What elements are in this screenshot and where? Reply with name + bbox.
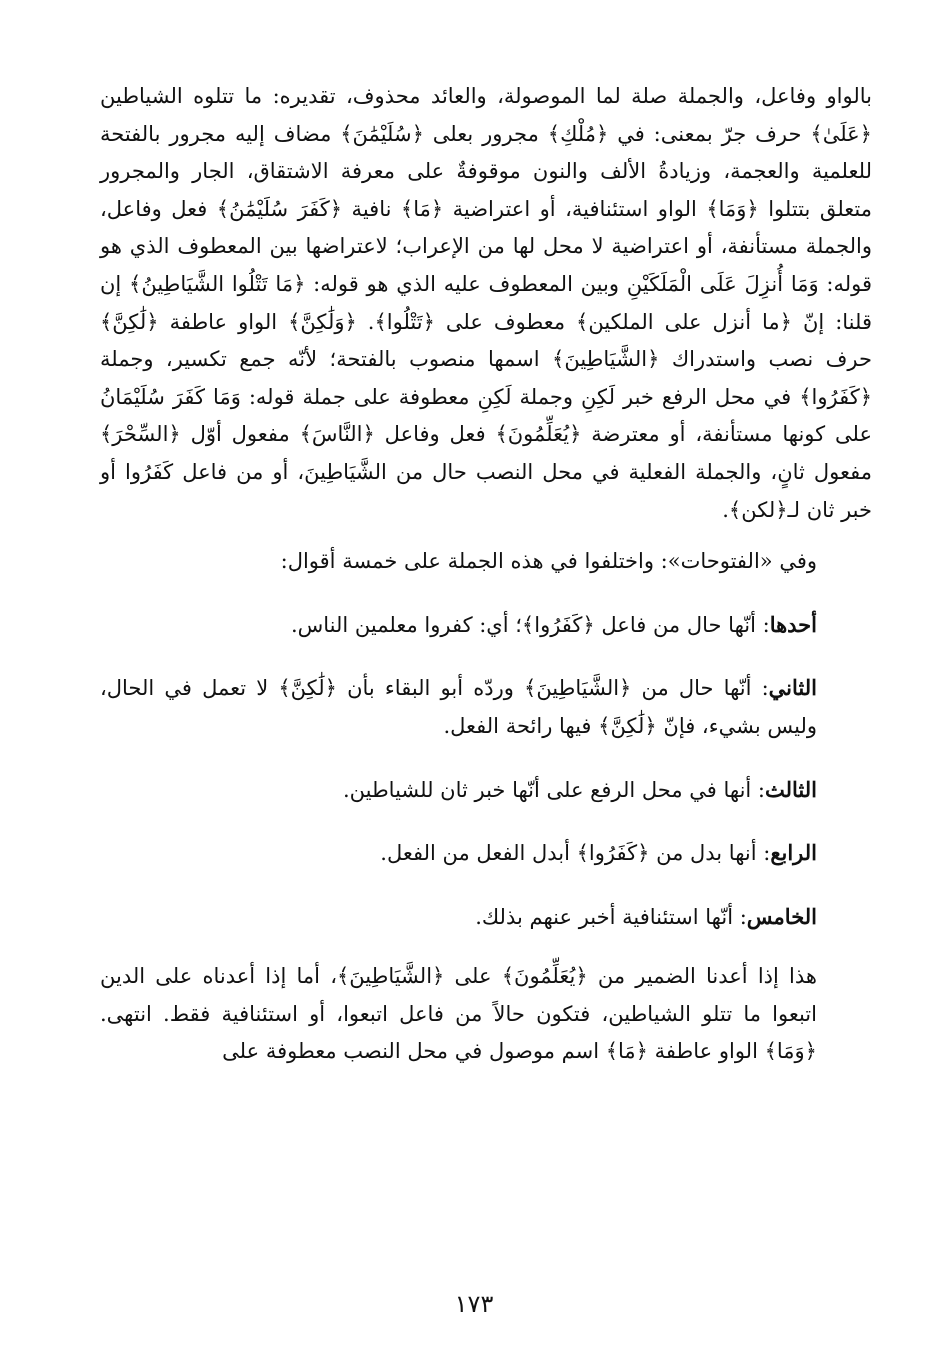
opinion-heading: أحدها xyxy=(769,611,817,637)
opinion-first xyxy=(100,606,872,645)
paragraph-futuhat-intro: وفي «الفتوحات»: واختلفوا في هذه الجملة على خمسة أقوال: xyxy=(280,549,817,574)
opinion-heading: الرابع xyxy=(770,840,817,866)
paragraph-conclusion: هذا إذا أعدنا الضمير من ﴿يُعَلِّمُونَ﴾ على ﴿الشَّيَاطِينَ﴾، أما إذا أعدناه على الدين اتبعوا ما تتلو الشياطين، فتكون حالاً من فاعل اتبعوا، أو استئنافية فقط. انتهى. ﴿وَمَا﴾ الواو عاطفة ﴿مَا﴾ اسم موصول في محل النصب معطوفة على xyxy=(100,964,817,1064)
opinion-text: : أنها في محل الرفع على أنّها خبر ثان للشياطين. xyxy=(342,777,765,802)
page-body xyxy=(100,78,872,1071)
page-number: ١٧٣ xyxy=(454,1290,494,1318)
paragraph-grammar-analysis: بالواو وفاعل، والجملة صلة لما الموصولة، والعائد محذوف، تقديره: ما تتلوه الشياطين ﴿عَلَىٰ﴾ حرف جرّ بمعنى: في ﴿مُلْكِ﴾ مجرور بعلى ﴿سُلَيْمَٰنَ﴾ مضاف إليه مجرور بالفتحة للعلمية والعجمة، وزيادةُ الألف والنون موقوفةٌ على معرفة الاشتقاق، الجار والمجرور متعلق بتتلوا ﴿وَمَا﴾ الواو استئنافية، أو اعتراضية ﴿مَا﴾ نافية ﴿كَفَرَ سُلَيْمَٰنُ﴾ فعل وفاعل، والجملة مستأنفة، أو اعتراضية لا محل لها من الإعراب؛ لاعتراضها بين المعطوف الذي هو قوله: وَمَا أُنزِلَ عَلَى الْمَلَكَيْنِ وبين المعطوف عليه الذي هو قوله: ﴿مَا تَتْلُوا الشَّيَاطِينُ﴾ إن قلنا: إنّ ﴿ما أنزل على الملكين﴾ معطوف على ﴿تَتْلُوا﴾. ﴿وَلَٰكِنَّ﴾ الواو عاطفة ﴿لَٰكِنَّ﴾ حرف نصب واستدراك ﴿الشَّيَاطِينَ﴾ اسمها منصوب بالفتحة؛ لأنّه جمع تكسير، وجملة ﴿كَفَرُوا﴾ في محل الرفع خبر لَكِنِ وجملة لَكِنِ معطوفة على جملة قوله: وَمَا كَفَرَ سُلَيْمَانُ على كونها مستأنفة، أو معترضة ﴿يُعَلِّمُونَ﴾ فعل وفاعل ﴿النَّاسَ﴾ مفعول أوّل ﴿السِّحْرَ﴾ مفعول ثانٍ، والجملة الفعلية في محل النصب حال من الشَّيَاطِينَ، أو من فاعل كَفَرُوا أو خبر ثان لـ﴿لكن﴾. xyxy=(100,84,872,522)
opinion-text: : أنّها استئنافية أخبر عنهم بذلك. xyxy=(475,904,747,929)
opinion-heading: الثالث xyxy=(765,776,817,802)
opinion-heading: الثاني xyxy=(768,675,817,701)
opinion-heading: الخامس xyxy=(746,903,817,929)
opinion-text: : أنها بدل من ﴿كَفَرُوا﴾ أبدل الفعل من الفعل. xyxy=(380,841,771,866)
opinion-text: : أنّها حال من ﴿الشَّيَاطِينَ﴾ وردّه أبو البقاء بأن ﴿لَٰكِنَّ﴾ لا تعمل في الحال، وليس بشيء، فإنّ ﴿لَٰكِنَّ﴾ فيها رائحة الفعل. xyxy=(100,676,817,738)
opinion-third xyxy=(100,771,872,810)
opinion-text: : أنّها حال من فاعل ﴿كَفَرُوا﴾؛ أي: كفروا معلمين الناس. xyxy=(290,612,770,637)
opinion-fourth xyxy=(100,834,872,873)
opinion-second xyxy=(100,669,872,745)
opinion-fifth xyxy=(100,898,872,937)
